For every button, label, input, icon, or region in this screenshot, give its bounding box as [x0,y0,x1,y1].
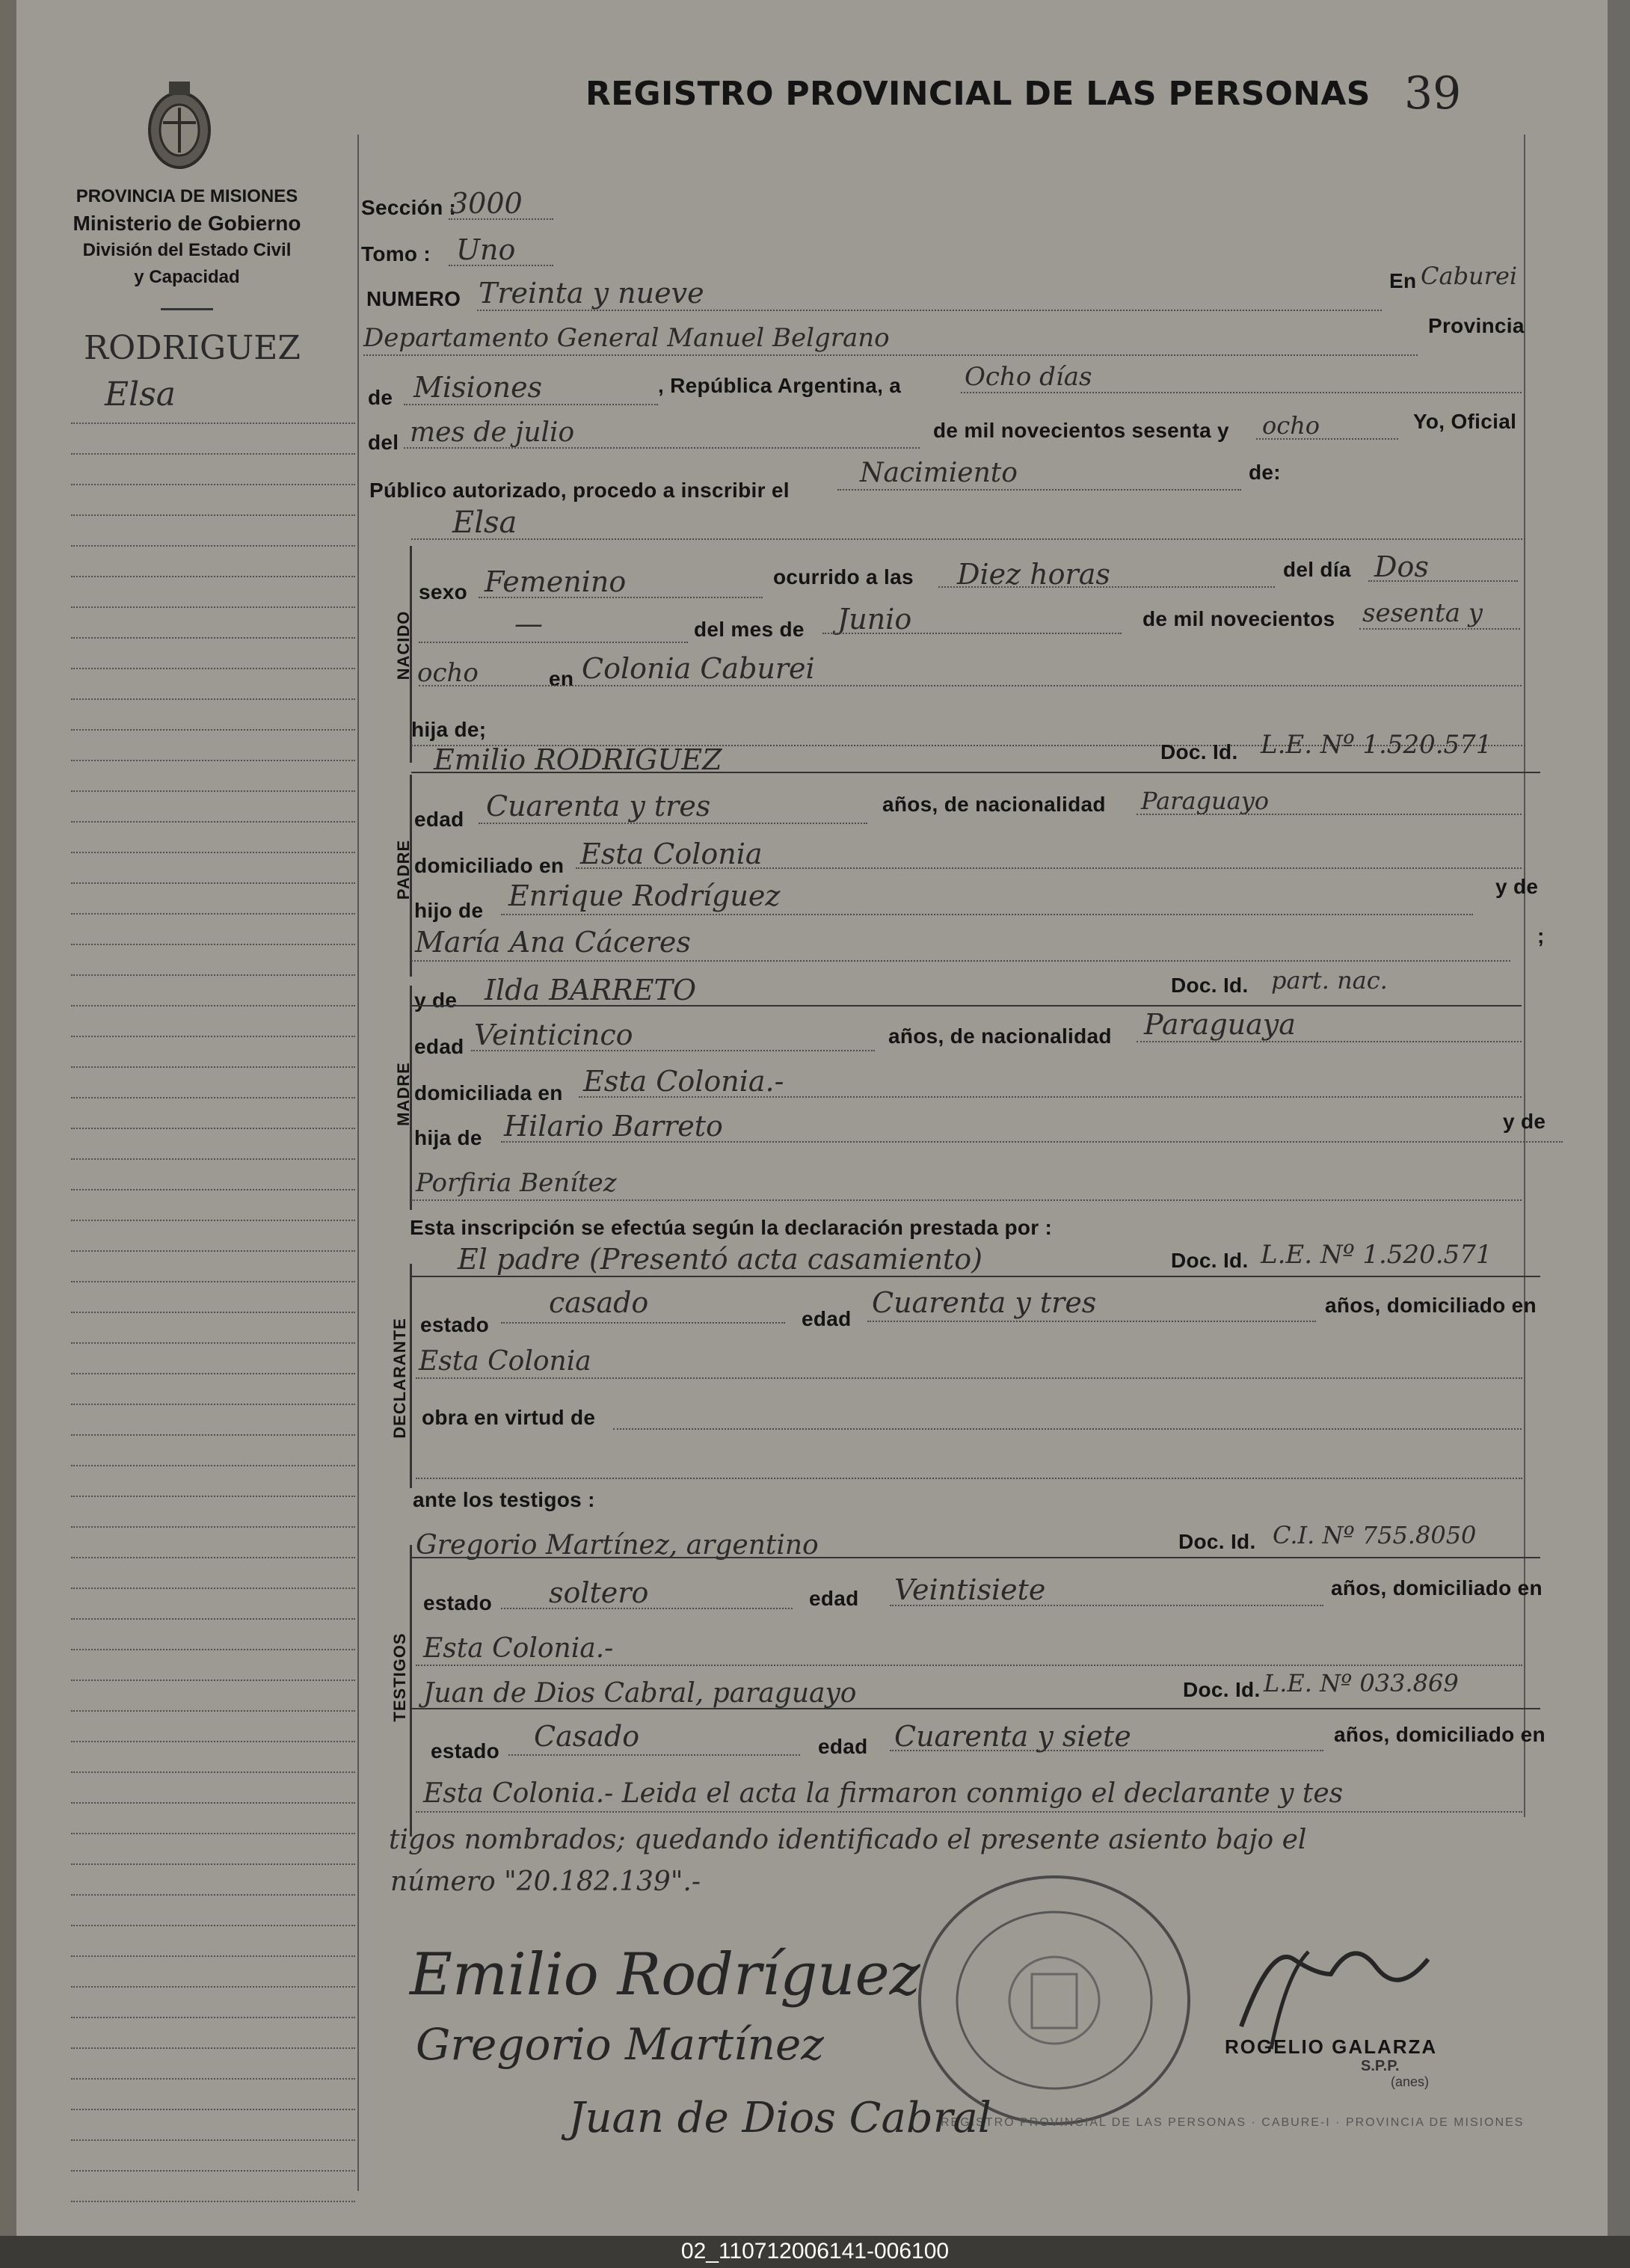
madre-doc-value: part. nac. [1271,966,1388,995]
yo-oficial-label: Yo, Oficial [1413,410,1517,433]
testigo2-estado-line [508,1754,800,1756]
margin-ruled-line [71,576,355,577]
padre-nac-value: Paraguayo [1141,787,1270,815]
inscripcion-label: Esta inscripción se efectúa según la declaración prestada por : [410,1216,1053,1239]
padre-semicolon: ; [1537,924,1545,947]
padre-nac-line [1137,814,1522,815]
provincia-line [404,404,658,405]
madre-nac-value: Paraguaya [1144,1008,1296,1041]
madre-hija-de-line [501,1141,1563,1143]
margin-ruled-line [71,1434,355,1436]
page-number: 39 [1404,67,1462,120]
obra-label: obra en virtud de [422,1406,596,1429]
padre-madre-value: María Ana Cáceres [415,926,691,959]
numero-line [477,310,1382,311]
mes-nac-value: Junio [837,603,912,636]
testigo1-estado-line [501,1608,793,1609]
margin-ruled-line [71,1220,355,1221]
sexo-line [479,597,763,598]
madre-madre-value: Porfiria Benítez [416,1168,617,1198]
padre-hijo-de-line [501,914,1473,915]
republica-label: , República Argentina, a [658,374,902,397]
margin-ruled-line [71,2201,355,2202]
obra-line-2 [416,1478,1522,1479]
testigo1-edad-label: edad [809,1587,859,1610]
testigo2-estado-value: Casado [534,1720,640,1753]
margin-ruled-line [71,1158,355,1160]
en-label: En [1389,269,1417,292]
declarante-dom-line [416,1377,1522,1379]
padre-doc-label: Doc. Id. [1160,740,1238,763]
testigo1-dom-value: Esta Colonia.- [423,1633,614,1664]
acto-value: Nacimiento [860,458,1018,488]
padre-side-label: PADRE [394,839,413,900]
margin-ruled-line [71,1588,355,1589]
margin-ruled-line [71,882,355,884]
numero-value: Treinta y nueve [479,277,704,310]
declarante-doc-value: L.E. Nº 1.520.571 [1261,1240,1492,1270]
lugar-value: Colonia Caburei [582,652,815,685]
margin-ruled-line [71,2139,355,2141]
dia-cont-value: — [514,607,543,640]
coat-of-arms-emblem [141,78,218,175]
margin-ruled-line [71,1680,355,1681]
testigo1-estado-label: estado [423,1591,493,1614]
footer-bar [0,2236,1630,2268]
institution-block [30,183,344,291]
padre-nombre-value: Emilio RODRIGUEZ [434,743,722,776]
margin-ruled-line [71,1373,355,1374]
margin-ruled-line [71,2109,355,2110]
declarante-edad-label: edad [802,1307,852,1330]
anio-nac-line [1359,628,1520,630]
anio-value: ocho [1262,411,1320,440]
testigo2-dom-label: años, domiciliado en [1334,1723,1546,1746]
margin-ruled-line [71,1036,355,1037]
margin-ruled-line [71,1557,355,1558]
margin-ruled-line [71,606,355,608]
nombre-line [411,538,1525,540]
margin-ruled-line [71,1404,355,1405]
margin-ruled-line [71,1005,355,1007]
madre-side-label: MADRE [394,1062,413,1126]
seccion-label: Sección : [361,196,457,219]
provincia-label: Provincia [1428,314,1525,337]
acto-line [837,489,1241,491]
margin-ruled-line [71,1955,355,1957]
tomo-line [449,265,553,266]
sexo-value: Femenino [485,565,627,598]
margin-ruled-line [71,1526,355,1528]
madre-doc-label: Doc. Id. [1171,974,1249,997]
margin-ruled-line [71,484,355,485]
provincia-value: Misiones [413,371,543,404]
madre-edad-value: Veinticinco [474,1018,633,1051]
margin-ruled-line [71,974,355,976]
margin-ruled-line [71,1250,355,1252]
margin-ruled-line [71,913,355,915]
testigo2-edad-label: edad [818,1735,868,1758]
madre-dom-line [579,1096,1522,1098]
official-name: ROGELIO GALARZA [1225,2035,1438,2058]
page-edge [1608,0,1630,2236]
margin-ruled-line [71,821,355,823]
declarante-dom-label: años, domiciliado en [1325,1294,1537,1317]
testigo1-dom-label: años, domiciliado en [1331,1576,1543,1599]
del-mes-label: del mes de [694,618,805,641]
en2-label: en [549,667,574,690]
declarante-nombre-value: El padre (Presentó acta casamiento) [458,1243,982,1276]
testigo1-edad-value: Veintisiete [894,1573,1046,1606]
stamp-text: REGISTRO PROVINCIAL DE LAS PERSONAS · CABURE-I · PROVINCIA DE MISIONES [941,2116,1525,2129]
mes-line [404,447,920,449]
padre-doc-value: L.E. Nº 1.520.571 [1261,730,1492,760]
anio-line [1256,438,1398,440]
padre-edad-value: Cuarenta y tres [486,790,711,823]
margin-ruled-line [71,514,355,516]
official-sub-2: (anes) [1391,2074,1430,2089]
madre-madre-line [411,1199,1522,1201]
seccion-line [449,218,553,220]
testigo1-estado-value: soltero [549,1576,649,1609]
margin-ruled-line [71,1281,355,1282]
margin-ruled-line [71,1066,355,1068]
testigo2-dom-line [416,1811,1522,1813]
margin-ruled-line [71,1649,355,1650]
margin-ruled-line [71,1465,355,1466]
margin-ruled-line [71,1802,355,1804]
dia-line [1368,580,1518,582]
padre-hijo-de-label: hijo de [414,899,484,922]
margin-separator-line [357,135,359,2191]
padre-edad-line [479,823,867,824]
testigo1-doc-label: Doc. Id. [1178,1530,1256,1553]
declarante-estado-label: estado [420,1313,490,1336]
testigo2-dom-value: Esta Colonia.- Leida el acta la firmaron conmigo el declarante y tes [423,1778,1344,1809]
margin-name: Elsa [105,375,176,414]
declarante-estado-value: casado [549,1286,649,1319]
hora-line [938,586,1275,588]
margin-ruled-line [71,944,355,945]
margin-ruled-line [71,545,355,547]
margin-ruled-line [71,1894,355,1896]
madre-nombre-value: Ilda BARRETO [485,974,697,1007]
margin-ruled-line [71,729,355,731]
margin-ruled-line [71,2017,355,2018]
institution-divider [161,308,213,310]
margin-ruled-line [71,1863,355,1865]
testigo2-doc-value: L.E. Nº 033.869 [1264,1669,1459,1697]
testigo1-edad-line [890,1605,1323,1606]
testigo2-estado-label: estado [431,1739,500,1763]
tomo-value: Uno [456,233,516,266]
document-title: REGISTRO PROVINCIAL DE LAS PERSONAS [585,75,1371,113]
official-stamp [912,1869,1196,2131]
margin-ruled-line [71,698,355,700]
mes-value: mes de julio [410,417,575,448]
ante-label: ante los testigos : [413,1488,595,1511]
margin-ruled-line [71,1618,355,1620]
ocurrido-label: ocurrido a las [773,565,914,588]
padre-madre-line [411,960,1510,962]
margin-ruled-line [71,422,355,424]
hija-de-label: hija de; [411,718,487,741]
footer-code: 02_110712006141-006100 [680,2239,950,2264]
sexo-label: sexo [419,580,468,603]
del-dia-label: del día [1283,558,1351,581]
declarante-side-label: DECLARANTE [390,1318,409,1439]
obra-line [613,1428,1522,1430]
margin-ruled-line [71,790,355,792]
institution-line-4: y Capacidad [134,267,240,287]
dia-value: Dos [1374,550,1429,583]
padre-dom-line [576,867,1522,869]
declarante-bracket [410,1264,412,1488]
departamento-line [363,354,1418,356]
margin-ruled-line [71,1986,355,1988]
de-mil-label: de mil novecientos sesenta y [933,419,1229,442]
de2-label: de: [1249,461,1281,484]
testigo2-doc-label: Doc. Id. [1183,1678,1261,1701]
en-value: Caburei [1421,262,1518,290]
closing-line-2: número "20.182.139".- [390,1866,701,1897]
margin-surname: RODRIGUEZ [84,329,301,367]
madre-y-de-label: y de [414,989,458,1012]
madre-dom-label: domiciliada en [414,1081,563,1104]
testigo2-top-line [411,1708,1540,1709]
nombre-value: Elsa [452,505,517,540]
testigos-bracket [410,1545,412,1837]
margin-ruled-line [71,1128,355,1129]
margin-ruled-line [71,453,355,455]
right-border-line [1524,135,1525,1817]
anio-nac-value: sesenta y [1362,598,1483,628]
madre-dom-value: Esta Colonia.- [583,1065,784,1098]
declarante-doc-label: Doc. Id. [1171,1249,1249,1272]
de-label: de [368,386,393,409]
del-label: del [368,431,399,454]
testigo2-edad-value: Cuarenta y siete [894,1720,1131,1753]
departamento-value: Departamento General Manuel Belgrano [363,323,890,353]
padre-y-de-label: y de [1495,875,1539,898]
testigo1-dom-line [416,1665,1522,1666]
declarante-dom-value: Esta Colonia [419,1346,591,1377]
madre-hija-de-value: Hilario Barreto [504,1110,723,1143]
margin-ruled-line [71,1496,355,1497]
de-mil2-label: de mil novecientos [1142,607,1335,630]
publico-label: Público autorizado, procedo a inscribir el [369,479,790,502]
margin-ruled-line [71,1741,355,1742]
padre-dom-label: domiciliado en [414,854,565,877]
declarante-edad-value: Cuarenta y tres [872,1286,1097,1319]
declarante-top-line [411,1276,1540,1277]
madre-edad-line [471,1050,875,1051]
tomo-label: Tomo : [361,242,431,265]
testigos-side-label: TESTIGOS [390,1632,409,1722]
margin-ruled-line [71,668,355,669]
padre-dom-value: Esta Colonia [580,838,763,870]
fecha-value: Ocho días [965,362,1092,392]
signature-2: Gregorio Martínez [416,2019,824,2070]
dia-cont-line [419,642,688,643]
padre-edad-label: edad [414,808,464,831]
margin-ruled-line [71,1710,355,1712]
hora-value: Diez horas [957,558,1110,591]
madre-edad-label: edad [414,1035,464,1058]
testigo2-edad-line [890,1750,1323,1751]
signature-3: Juan de Dios Cabral [568,2094,991,2142]
testigos-top-line [411,1557,1540,1558]
padre-nac-label: años, de nacionalidad [882,793,1106,816]
mes-nac-line [822,633,1122,634]
margin-ruled-line [71,1189,355,1190]
fecha-line [961,392,1522,393]
madre-top-line [411,1005,1522,1007]
margin-ruled-line [71,1925,355,1926]
declarante-estado-line [501,1322,785,1324]
declarante-edad-line [867,1321,1316,1322]
madre-nac-line [1137,1041,1522,1042]
margin-ruled-line [71,852,355,853]
nacido-side-label: NACIDO [394,610,413,680]
seccion-value: 3000 [450,187,523,220]
margin-ruled-line [71,1312,355,1313]
testigo1-nombre-value: Gregorio Martínez, argentino [416,1530,819,1561]
madre-y-de-label-2: y de [1503,1110,1546,1133]
institution-line-2: Ministerio de Gobierno [73,212,301,235]
margin-ruled-line [71,637,355,639]
testigo2-nombre-value: Juan de Dios Cabral, paraguayo [423,1678,857,1709]
institution-line-3: División del Estado Civil [82,240,292,260]
padre-top-line [411,772,1540,773]
lugar-line [419,685,1522,686]
institution-line-1: PROVINCIA DE MISIONES [76,186,298,206]
margin-ruled-line [71,1833,355,1834]
numero-label: NUMERO [366,287,461,310]
margin-ruled-line [71,760,355,761]
margin-ruled-line [71,1097,355,1098]
margin-ruled-line [71,1342,355,1344]
madre-hija-de-label: hija de [414,1126,482,1149]
padre-hijo-de-value: Enrique Rodríguez [508,879,781,912]
anio-nac2-value: ocho [417,658,479,688]
official-sub: S.P.P. [1361,2058,1400,2074]
closing-line-1: tigos nombrados; quedando identificado el presente asiento bajo el [389,1825,1307,1855]
margin-ruled-line [71,2047,355,2049]
signature-1: Emilio Rodríguez [410,1941,920,2009]
madre-nac-label: años, de nacionalidad [888,1024,1112,1048]
margin-ruled-line [71,1771,355,1773]
margin-ruled-line [71,2078,355,2080]
margin-ruled-line [71,2170,355,2172]
testigo1-doc-value: C.I. Nº 755.8050 [1273,1521,1477,1549]
